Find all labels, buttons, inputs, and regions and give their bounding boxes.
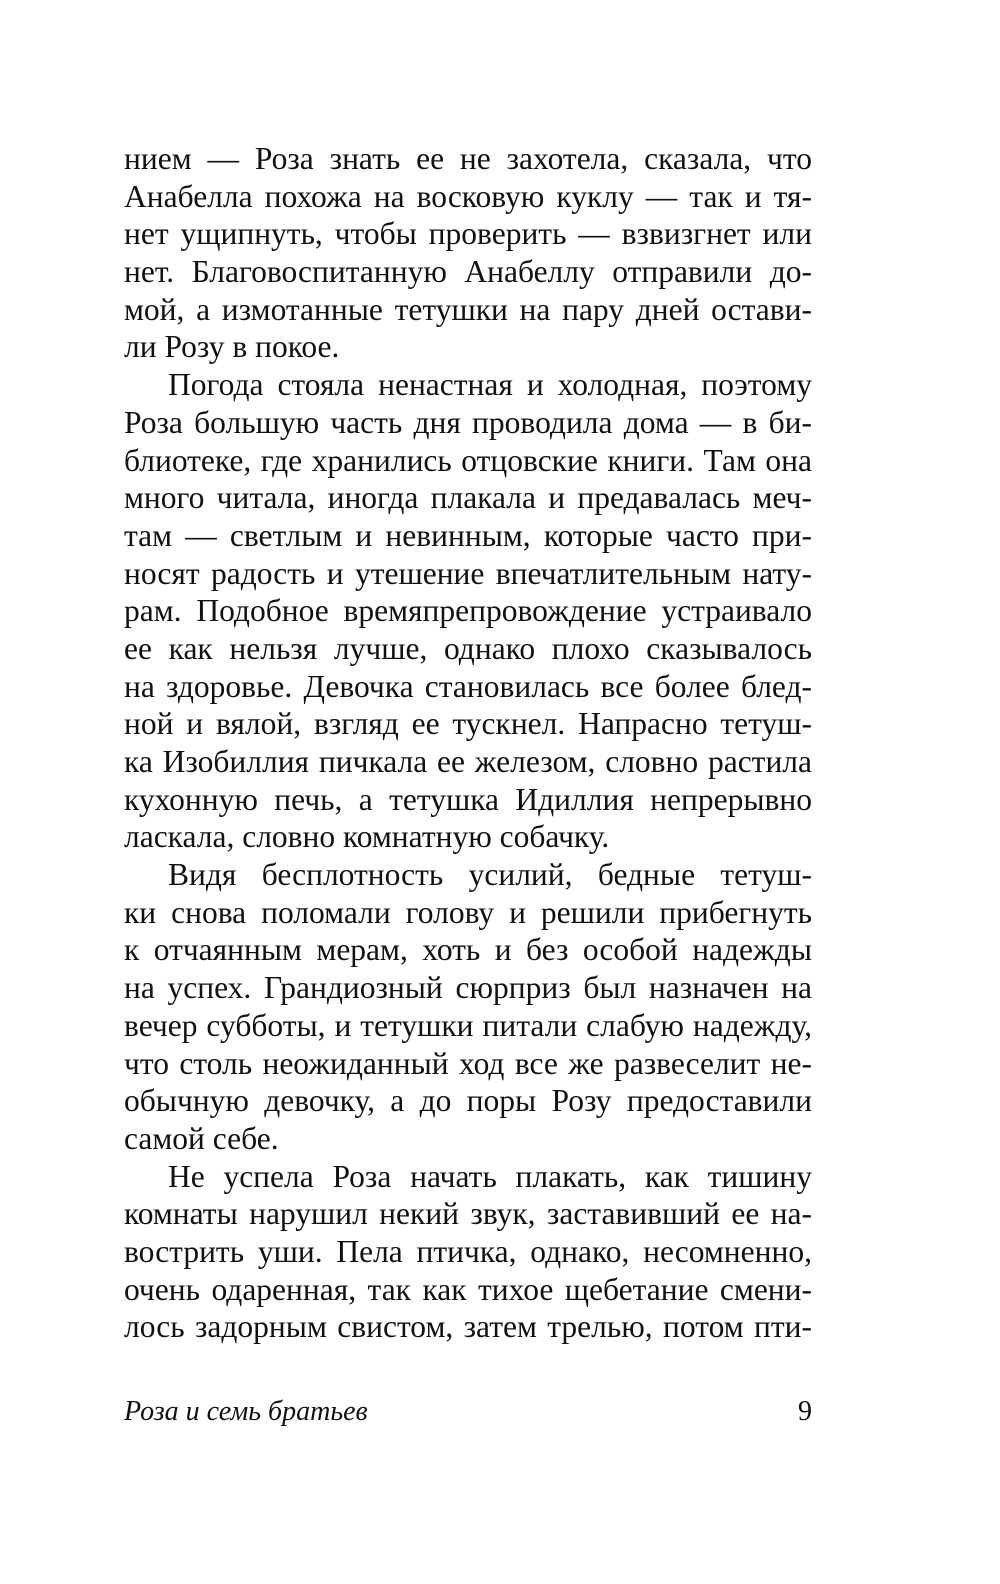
text-line: блиотеке, где хранились отцовские книги. Там она: [124, 442, 812, 478]
text-line: нет. Благовоспитанную Анабеллу отправили до-: [124, 254, 812, 290]
text-line: Видя бесплотность усилий, бедные тетуш-: [168, 857, 812, 893]
paragraph-2: [124, 366, 812, 856]
text-line: лось задорным свистом, затем трелью, потом пти-: [124, 1309, 812, 1345]
text-line: Погода стояла ненастная и холодная, поэтому: [168, 367, 812, 403]
paragraph-4: [124, 1158, 812, 1346]
text-line: нием — Роза знать ее не захотела, сказала, что: [124, 141, 812, 176]
paragraph-3: [124, 856, 812, 1158]
text-line: на здоровье. Девочка становилась все более блед-: [124, 668, 812, 704]
text-line: рам. Подобное времяпрепровождение устраивало: [124, 593, 812, 629]
text-line: самой себе.: [124, 1120, 279, 1156]
text-line: ной и вялой, взгляд ее тускнел. Напрасно тетуш-: [124, 706, 812, 742]
text-line: обычную девочку, а до поры Розу предоставили: [124, 1083, 812, 1119]
text-line: вострить уши. Пела птичка, однако, несомненно,: [124, 1233, 812, 1269]
text-line: там — светлым и невинным, которые часто при-: [124, 517, 812, 553]
text-line: вечер субботы, и тетушки питали слабую надежду,: [124, 1007, 812, 1043]
text-line: Не успела Роза начать плакать, как тишину: [168, 1158, 812, 1194]
text-line: мой, а измотанные тетушки на пару дней остави-: [124, 291, 812, 327]
text-line: носят радость и утешение впечатлительным нату-: [124, 555, 812, 591]
text-line: ки снова поломали голову и решили прибегнуть: [124, 894, 812, 930]
text-line: на успех. Грандиозный сюрприз был назначен на: [124, 970, 812, 1006]
text-line: ласкала, словно комнатную собачку.: [124, 819, 610, 855]
page-number: 9: [798, 1396, 812, 1427]
text-line: к отчаянным мерам, хоть и без особой надежды: [124, 932, 812, 968]
text-line: Роза большую часть дня проводила дома — в би-: [124, 404, 812, 440]
paragraph-1: [124, 140, 812, 366]
page-footer: [124, 1392, 812, 1432]
text-line: очень одаренная, так как тихое щебетание смени-: [124, 1271, 812, 1307]
text-line: кухонную печь, а тетушка Идиллия непрерывно: [124, 781, 812, 817]
text-line: много читала, иногда плакала и предавалась меч-: [124, 480, 812, 516]
text-line: Анабелла похожа на восковую куклу — так и тя-: [124, 178, 812, 214]
text-line: ли Розу в покое.: [124, 329, 340, 365]
text-line: ка Изобиллия пичкала ее железом, словно растила: [124, 744, 812, 779]
text-line: что столь неожиданный ход все же развеселит не-: [124, 1045, 812, 1081]
text-line: комнаты нарушил некий звук, заставивший ее на-: [124, 1196, 812, 1232]
text-line: ее как нельзя лучше, однако плохо сказывалось: [124, 630, 812, 666]
running-title: Роза и семь братьев: [124, 1396, 368, 1427]
text-line: нет ущипнуть, чтобы проверить — взвизгнет или: [124, 216, 812, 252]
book-page-text: [124, 140, 812, 1346]
